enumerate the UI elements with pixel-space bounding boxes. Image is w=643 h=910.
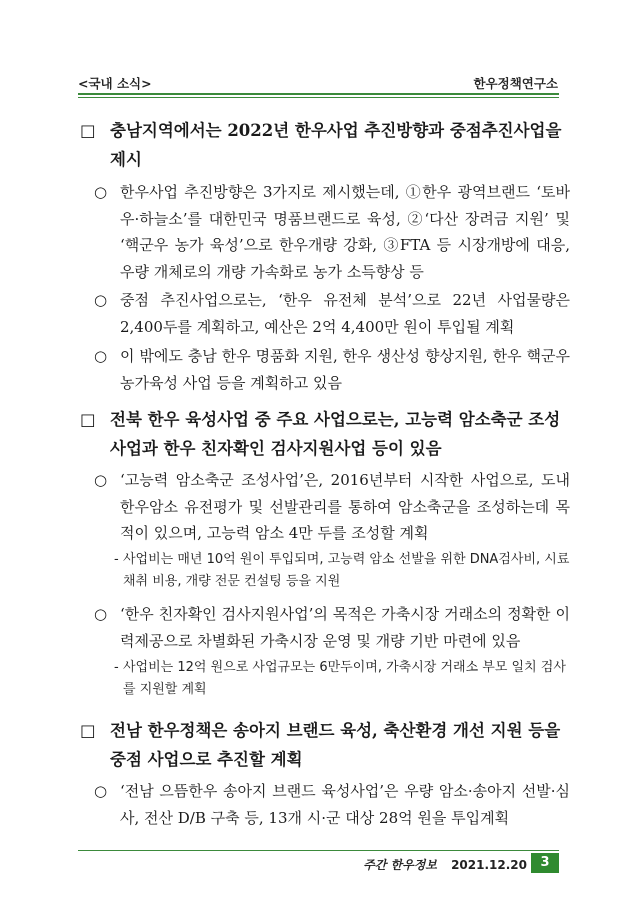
section-heading-3 [80,716,570,774]
footer-publication: 주간 한우정보 [363,858,437,872]
footer [363,856,527,873]
item-marker: ○ [94,347,108,365]
sub-item [114,657,570,701]
footer-rule [78,850,559,851]
item-marker: ○ [94,471,108,489]
header-category: <국내 소식> [78,76,152,91]
sub-item [114,549,570,593]
item-text: ‘고능력 암소축군 조성사업’은, 2016년부터 시작한 사업으로, 도내 한우암소 유전평가 및 선발관리를 통하여 암소축군을 조성하는데 목적이 있으며, 고능력 암소 4만 두를 조성할 계획 [120,471,570,542]
item-text: 한우사업 추진방향은 3가지로 제시했는데, ①한우 광역브랜드 ‘토바우·하늘소’를 대한민국 명품브랜드로 육성, ②‘다산 장려금 지원’ 및 ‘핵군우 농가 육성’으로 한우개량 강화, ③FTA 등 시장개방에 대응, 우량 개체로의 개량 가속화로 농가 소득향상 등 [120,183,570,281]
list-item [94,343,570,396]
header-organization: 한우정책연구소 [473,76,558,91]
sub-text: 사업비는 12억 원으로 사업규모는 6만두이며, 가축시장 거래소 부모 일치 검사를 지원할 계획 [123,660,566,697]
section-heading-2 [80,405,570,463]
item-text: ‘전남 으뜸한우 송아지 브랜드 육성사업’은 우량 암소·송아지 선발·심사, 전산 D/B 구축 등, 13개 시·군 대상 28억 원을 투입계획 [120,782,570,827]
section-title: 전북 한우 육성사업 중 주요 사업으로는, 고능력 암소축군 조성사업과 한우 친자확인 검사지원사업 등이 있음 [110,410,561,458]
section-marker: □ [80,121,96,140]
list-item [94,287,570,340]
item-text: 중점 추진사업으로는, ‘한우 유전체 분석’으로 22년 사업물량은 2,400두를 계획하고, 예산은 2억 4,400만 원이 투입될 계획 [120,291,570,336]
item-marker: ○ [94,183,108,201]
section-heading-1 [80,116,570,174]
sub-marker: - [114,552,119,567]
item-text: ‘한우 친자확인 검사지원사업’의 목적은 가축시장 거래소의 정확한 이력제공으로 차별화된 가축시장 운영 및 개량 기반 마련에 있음 [120,605,570,650]
item-marker: ○ [94,782,108,800]
section-marker: □ [80,410,96,429]
item-marker: ○ [94,291,108,309]
sub-marker: - [114,660,119,675]
sub-text: 사업비는 매년 10억 원이 투입되며, 고능력 암소 선발을 위한 DNA검사비, 시료채취 비용, 개량 전문 컨설팅 등을 지원 [123,552,570,589]
section-title: 전남 한우정책은 송아지 브랜드 육성, 축산환경 개선 지원 등을 중점 사업으로 추진할 계획 [110,721,561,769]
list-item [94,778,570,831]
section-marker: □ [80,721,96,740]
section-title: 충남지역에서는 2022년 한우사업 추진방향과 중점추진사업을 제시 [110,121,562,169]
list-item [94,601,570,654]
header-rule-thin [78,97,559,98]
item-marker: ○ [94,605,108,623]
footer-date: 2021.12.20 [451,858,527,872]
list-item [94,467,570,547]
list-item [94,179,570,285]
item-text: 이 밖에도 충남 한우 명품화 지원, 한우 생산성 향상지원, 한우 핵군우 농가육성 사업 등을 계획하고 있음 [120,347,570,392]
page-number: 3 [531,853,559,873]
header-rule [78,93,559,95]
